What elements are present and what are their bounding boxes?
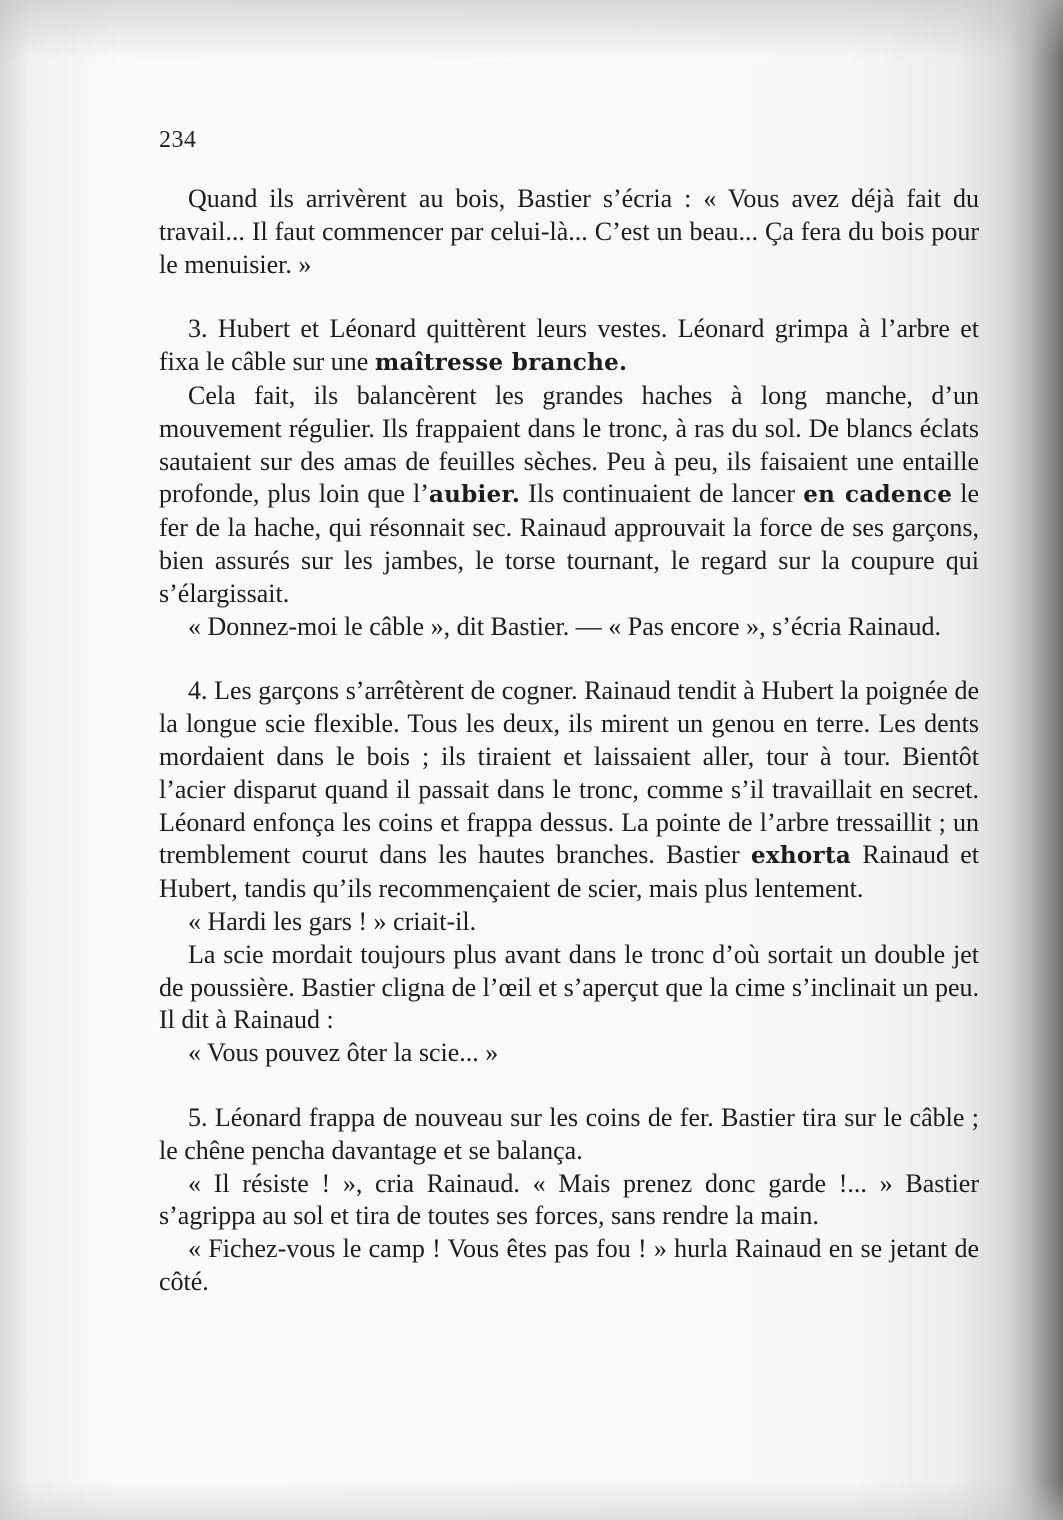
text-run: « Donnez-moi le câble », dit Bastier. — « Pas encore », s’écria Rainaud.: [188, 611, 942, 641]
text-run: « Vous pouvez ôter la scie... »: [188, 1038, 499, 1068]
paragraph: [159, 675, 979, 906]
text-run: Rainaud et Hubert, tandis qu’ils recommençaient de scier, mais plus lentement.: [159, 840, 979, 904]
paragraph: [159, 380, 979, 611]
text-run: Quand ils arrivèrent au bois, Bastier s’écria : « Vous avez déjà fait du travail... Il faut commencer par celui-là... C’est un beau... Ça fera du bois pour le menuisier. »: [159, 184, 979, 279]
bold-term: exhorta: [750, 842, 852, 870]
text-run: « Hardi les gars ! » criait-il.: [188, 906, 477, 936]
paragraph: [159, 906, 979, 939]
paragraph: [159, 611, 979, 644]
text-run: Ils continuaient de lancer: [520, 479, 804, 509]
text-run: le fer de la hache, qui résonnait sec. Rainaud approuvait la force de ses garçons, bien assurés sur les jambes, le torse tournant, le regard sur la coupure qui s’élargissait.: [159, 479, 979, 608]
page-number: 234: [159, 127, 197, 153]
paragraph: [159, 313, 979, 380]
page-text: [159, 183, 979, 1299]
text-run: « Il résiste ! », cria Rainaud. « Mais prenez donc garde !... » Bastier s’agrippa au sol et tira de toutes ses forces, sans rendre la main.: [159, 1168, 979, 1231]
text-run: 4. Les garçons s’arrêtèrent de cogner. Rainaud tendit à Hubert la poignée de la longue scie flexible. Tous les deux, ils mirent un genou en terre. Les dents mordaient dans le bois ; ils tiraient et laissaient aller, tour à tour. Bientôt l’acier disparut quand il passait dans le tronc, comme s’il travaillait en secret. Léonard enfonça les coins et frappa dessus. La pointe de l’arbre tressaillit ; un tremblement courut dans les hautes branches. Bastier: [159, 676, 979, 870]
bold-term: maîtresse branche.: [374, 349, 628, 377]
bold-term: aubier.: [428, 481, 521, 509]
paragraph: [159, 183, 979, 281]
paragraph: [159, 1168, 979, 1234]
text-run: La scie mordait toujours plus avant dans le tronc d’où sortait un double jet de poussière. Bastier cligna de l’œil et s’aperçut que la cime s’inclinait un peu. Il dit à Rainaud :: [159, 939, 979, 1035]
text-run: Cela fait, ils balancèrent les grandes haches à long manche, d’un mouvement régulier. Ils frappaient dans le tronc, à ras du sol. De blancs éclats sautaient sur des amas de feuilles sèches. Peu à peu, ils faisaient une entaille profonde, plus loin que l’: [159, 380, 979, 509]
paragraph: [159, 1233, 979, 1299]
text-run: 5. Léonard frappa de nouveau sur les coins de fer. Bastier tira sur le câble ; le chêne pencha davantage et se balança.: [159, 1102, 979, 1165]
bold-term: en cadence: [803, 481, 953, 509]
paragraph: [159, 1102, 979, 1168]
paragraph: [159, 939, 979, 1037]
text-run: 3. Hubert et Léonard quittèrent leurs vestes. Léonard grimpa à l’arbre et fixa le câble sur une: [159, 314, 979, 377]
text-run: « Fichez-vous le camp ! Vous êtes pas fou ! » hurla Rainaud en se jetant de côté.: [159, 1234, 979, 1296]
paragraph: [159, 1037, 979, 1070]
